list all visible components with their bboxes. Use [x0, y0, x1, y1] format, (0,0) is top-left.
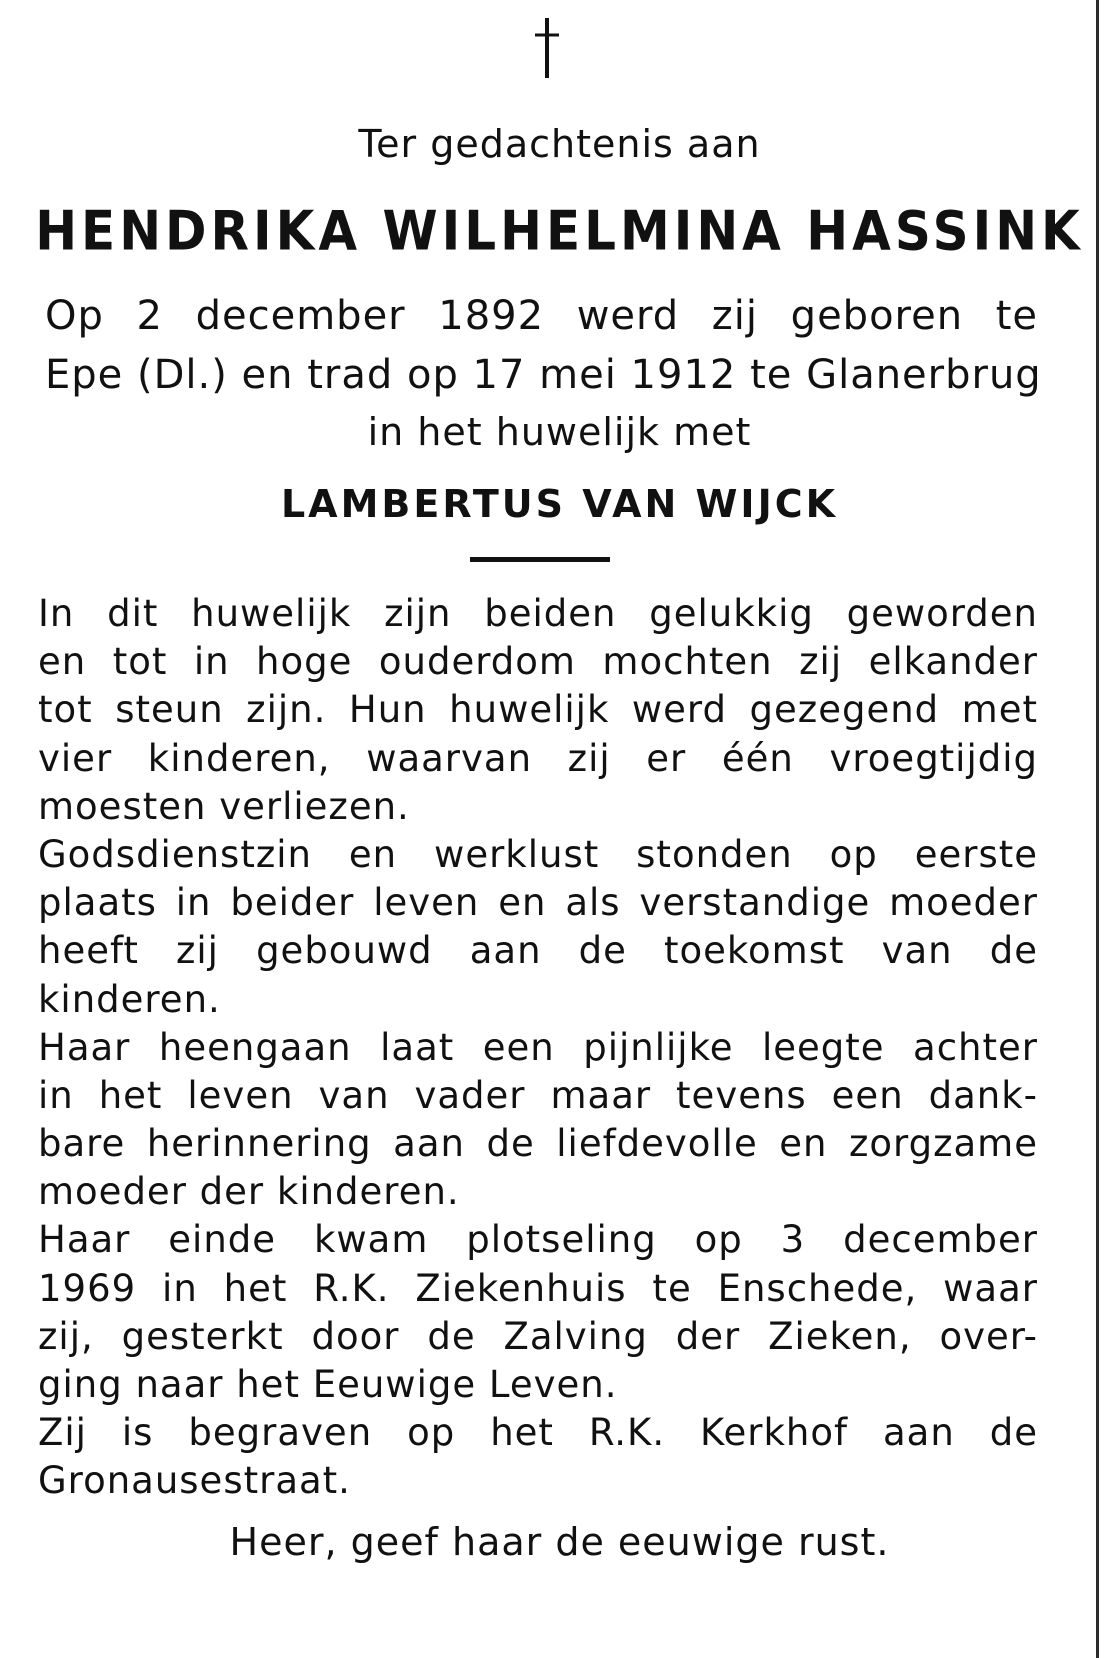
body-line: moesten verliezen. [38, 784, 410, 828]
body-line: bare herinnering aan de liefdevolle en zorgzame [38, 1122, 1038, 1166]
birth-line-3: in het huwelijk met [367, 410, 752, 454]
body-line: Zij is begraven op het R.K. Kerkhof aan de [38, 1411, 1038, 1455]
body-line: in het leven van vader maar tevens een dank- [38, 1073, 1038, 1117]
body-line: heeft zij gebouwd aan de toekomst van de [38, 929, 1038, 973]
birth-line-2: Epe (Dl.) en trad op 17 mei 1912 te Glanerbrug [45, 352, 1042, 398]
body-line: tot steun zijn. Hun huwelijk werd gezegend met [38, 688, 1038, 732]
body-line: ging naar het Eeuwige Leven. [38, 1363, 618, 1406]
deceased-name: HENDRIKA WILHELMINA HASSINK [35, 199, 1084, 263]
body-line: kinderen. [38, 977, 221, 1021]
body-line: moeder der kinderen. [38, 1170, 460, 1214]
body-line: 1969 in het R.K. Ziekenhuis te Enschede, waar [38, 1266, 1038, 1310]
intro-text: Ter gedachtenis aan [358, 122, 761, 166]
body-line: en tot in hoge ouderdom mochten zij elkander [38, 640, 1038, 684]
cross-icon [535, 18, 559, 78]
body-line: zij, gesterkt door de Zalving der Zieken, over- [38, 1314, 1038, 1358]
body-line: vier kinderen, waarvan zij er één vroegtijdig [38, 736, 1038, 780]
body-line: Gronausestraat. [38, 1459, 351, 1503]
body-line: Haar einde kwam plotseling op 3 december [38, 1218, 1038, 1262]
body-line: plaats in beider leven en als verstandige moeder [38, 881, 1038, 925]
body-line: Godsdienstzin en werklust stonden op eerste [38, 832, 1038, 876]
biography-text [38, 590, 1038, 1506]
body-line: Haar heengaan laat een pijnlijke leegte achter [38, 1025, 1038, 1069]
divider-rule [470, 557, 610, 562]
closing-prayer: Heer, geef haar de eeuwige rust. [229, 1520, 890, 1564]
body-line: In dit huwelijk zijn beiden gelukkig geworden [38, 592, 1038, 635]
spouse-name: LAMBERTUS VAN WIJCK [280, 482, 839, 526]
birth-line-1: Op 2 december 1892 werd zij geboren te [45, 293, 1038, 339]
